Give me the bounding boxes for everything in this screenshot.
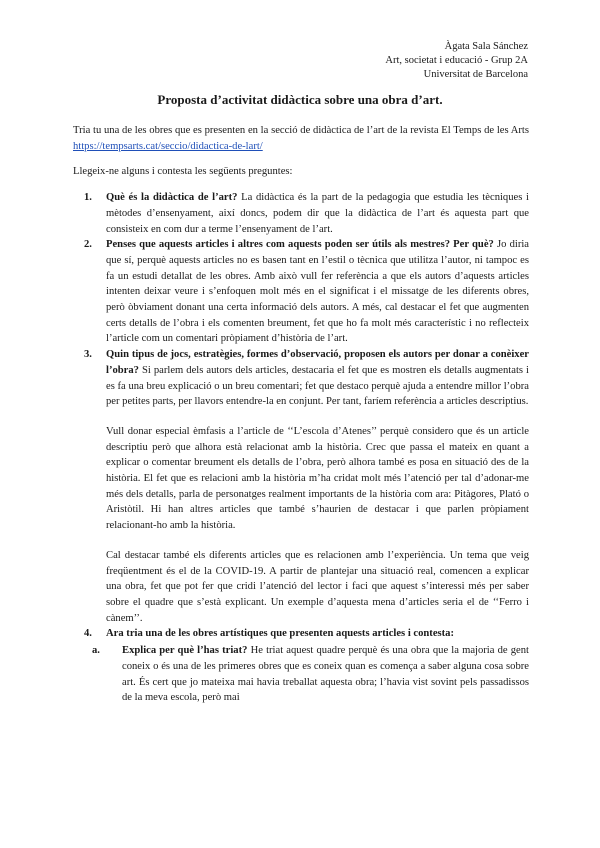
question-number: 4. [84,628,92,640]
question-number: 2. [84,239,92,251]
document-body [73,123,529,706]
question-2-paragraph [106,237,529,347]
answer-3-text: Si parlem dels autors dels articles, destacaria el fet que es mostren els detalls augmentats i es fa una breu explicació o un breu comentari; fet que destaco perquè ajuda a entendre millor l’obra per petites parts, per llavors entendre-la en conjunt. Per tant, faríem referència a articles descriptius. [106,364,529,408]
sub-question-a-paragraph [122,643,529,706]
sub-question-letter: a. [92,645,100,657]
document-title: Proposta d’activitat didàctica sobre una obra d’art. [157,92,443,107]
question-item-4 [73,626,529,706]
question-number: 3. [84,349,92,361]
author-name: Àgata Sala Sánchez [444,41,528,52]
question-item-1 [73,190,529,237]
question-item-2 [73,237,529,347]
question-item-3 [73,347,529,626]
question-2-text: Penses que aquests articles i altres com aquests poden ser útils als mestres? Per què? [106,239,494,251]
answer-1-text: La didàctica és la part de la pedagogia que estudia les tècniques i mètodes d’ensenyament, així doncs, podem dir que la didàctica de l’art és aquesta part que consisteix en com dur a terme l’ensenyament de l’art. [106,192,529,235]
question-3-paragraph [106,347,529,410]
author-header [385,40,528,82]
sub-answer-a-text: He triat aquest quadre perquè és una obra que la majoria de gent coneix o és una de les primeres obres que es coneix quan es comença a saber alguna cosa sobre art. És cert que jo mateixa mai havia treballat aquesta obra; l’havia vist sovint pels passadissos de la meva escola, però mai [122,645,529,704]
question-1-paragraph [106,190,529,237]
sub-question-a-text: Explica per què l’has triat? [122,645,248,657]
course-name: Art, societat i educació - Grup 2A [385,55,528,66]
article-link[interactable]: https://tempsarts.cat/seccio/didactica-de-lart/ [73,140,263,152]
question-1-text: Què és la didàctica de l’art? [106,192,238,204]
intro-text: Tria tu una de les obres que es presenten en la secció de didàctica de l’art de la revista El Temps de les Arts [73,125,529,136]
answer-3-paragraph-3: Cal destacar també els diferents articles que es relacionen amb l’experiència. Un tema que veig freqüentment és el de la COVID-19. A partir de plantejar una situació real, comencen a explicar una obra, fet que pot fer que cridi l’atenció del lector i faci que aquest s’interessi més per saber sobre el quadre que s’està explicant. Un exemple d’aquesta mena d’articles seria el de ‘‘Ferro i cànem’’. [106,549,529,624]
sub-question-a [92,643,529,706]
answer-2-text: Jo diria que sí, perquè aquests articles no es basen tant en l’estil o tècnica que utilitza l’autor, ni tampoc es fa un estudi detallat de les obres. Amb això vull fer referència a que els autors d’aquests articles intenten deixar veure i s’enfoquen molt més en el significat i el missatge de les diferents obres, però òbviament donant una certa informació dels autors. A més, cal destacar el fet que augmenten certs detalls de l’obra i els comenten breument, fet que ho fa molt més característic i no reflecteix l’article com un comentari pròpiament d’història de l’art. [106,239,529,345]
question-3-text: Quin tipus de jocs, estratègies, formes d’observació, proposen els autors per donar a conèixer l’obra? [106,349,529,376]
question-list [73,190,529,706]
question-4-text: Ara tria una de les obres artístiques que presenten aquests articles i contesta: [106,628,455,640]
intro-paragraph [73,123,529,154]
prompt-text: Llegeix-ne alguns i contesta les següents preguntes: [73,166,293,178]
university-name: Universitat de Barcelona [423,69,528,80]
question-number: 1. [84,192,92,204]
answer-3-paragraph-2: Vull donar especial èmfasis a l’article de ‘‘L’escola d’Atenes’’ perquè considero que és un article descriptiu però que alhora està relacionat amb la història. Crec que passa el mateix en quant a explicar o comentar breument els detalls de l’obra, però alhora també es posa en situació des de la història. El fet que es relacioni amb la història m’ha cridat molt més l’atenció per tal d’adonar-me més dels detalls, parla de personatges realment importants de la història com ara: Pitàgores, Plató o Aristòtil. Hi han altres articles que també s’haurien de destacar i que parlen pròpiament relacionant-ho amb la història. [106,425,529,532]
